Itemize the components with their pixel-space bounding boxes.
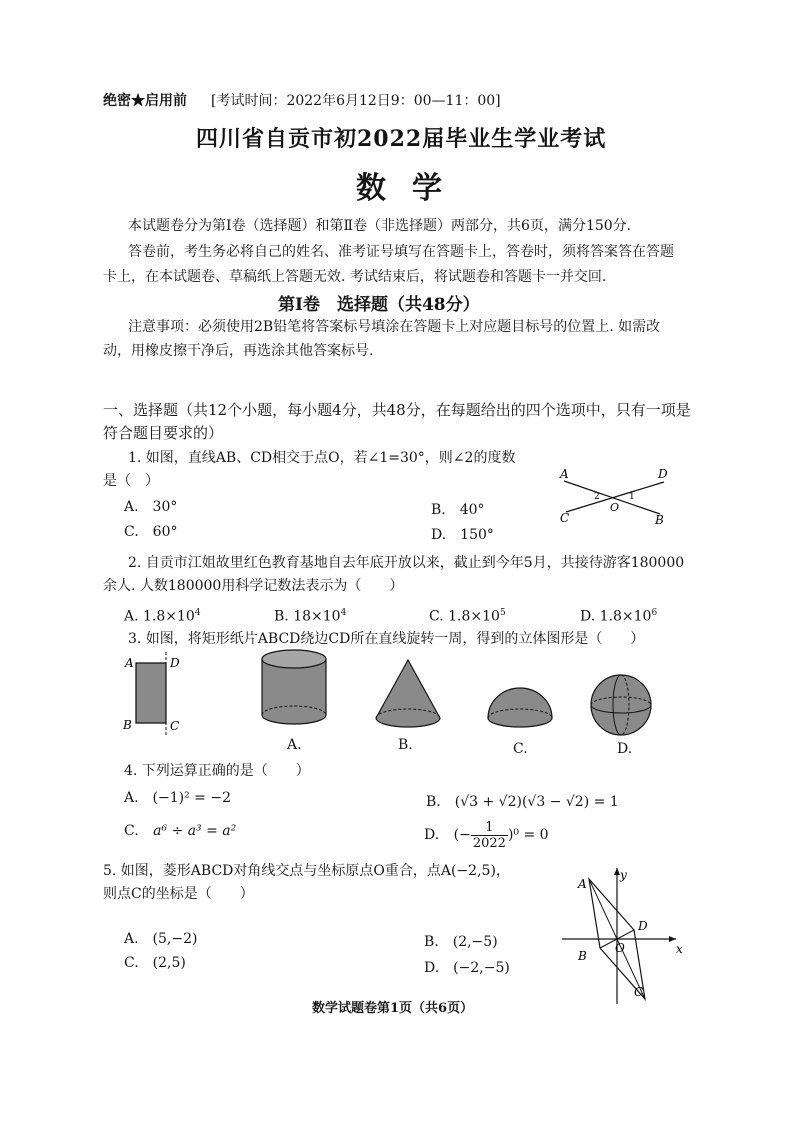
q3-option-b: B. (398, 737, 413, 753)
q2-option-c-label: C. (429, 608, 444, 625)
q5-stem-2: 则点C的坐标是（ ） (103, 886, 254, 902)
q3-label-a: A (125, 656, 134, 670)
q2-stem-2: 余人. 人数180000用科学记数法表示为（ ） (103, 578, 404, 594)
secret-label: 绝密★启用前 (103, 93, 187, 109)
q2-option-b-exp: 4 (340, 608, 347, 618)
q2-stem-1: 2. 自贡市江姐故里红色教育基地自去年底开放以来，截止到今年5月，共接待游客180000 (128, 555, 685, 571)
q4-option-c-expr: a⁶ ÷ a³ = a² (153, 823, 237, 839)
q2-option-a (124, 604, 201, 626)
part1-note-2: 动，用橡皮擦干净后，再选涂其他答案标号. (103, 343, 374, 359)
q2-option-c (429, 604, 506, 626)
q5-label-d: D (638, 919, 648, 933)
q4-option-d (424, 818, 549, 852)
cone-figure (370, 656, 446, 736)
q3-rectangle-figure (120, 650, 190, 738)
q5-label-y: y (620, 868, 627, 882)
q4-option-d-close: )⁰ = 0 (507, 827, 549, 843)
q4-option-d-denominator: 2022 (472, 835, 506, 851)
q5-label-a: A (578, 877, 587, 891)
q1-label-a: A (560, 467, 569, 481)
q2-option-d-label: D. (580, 608, 596, 625)
q5-option-b: B. (2,−5) (424, 934, 498, 950)
q5-option-c: C. (2,5) (124, 955, 186, 971)
q2-option-a-base: 1.8×10 (143, 608, 195, 625)
q4-stem: 4. 下列运算正确的是（ ） (124, 763, 310, 779)
q1-label-c: C (560, 511, 570, 525)
q3-option-c: C. (513, 741, 528, 757)
q1-label-b: B (655, 513, 664, 527)
q4-option-a: A. (−1)² = −2 (124, 790, 232, 806)
q1-angle-1-label: 1 (629, 492, 635, 502)
q4-option-c (124, 822, 236, 840)
q1-label-o: O (610, 501, 620, 514)
section1-line-1: 一、选择题（共12个小题，每小题4分，共48分，在每题给出的四个选项中，只有一项是 (103, 401, 691, 419)
exam-time: [考试时间：2022年6月12日9：00—11：00] (211, 93, 501, 109)
q5-option-d: D. (−2,−5) (424, 960, 510, 976)
q2-option-c-base: 1.8×10 (448, 608, 500, 625)
q3-option-a: A. (287, 737, 302, 753)
q4-option-d-numerator: 1 (471, 820, 508, 836)
part1-note-1: 注意事项：必须使用2B铅笔将答案标号填涂在答题卡上对应题目标号的位置上. 如需改 (128, 319, 661, 335)
q2-option-d (580, 604, 657, 626)
q5-stem-1: 5. 如图，菱形ABCD对角线交点与坐标原点O重合，点A(−2,5)， (103, 863, 510, 879)
q2-option-c-exp: 5 (499, 608, 506, 618)
q1-stem-1: 1. 如图，直线AB、CD相交于点O，若∠1=30°，则∠2的度数 (128, 450, 516, 466)
q4-option-d-open: (− (453, 827, 471, 843)
q1-stem-2: 是（ ） (103, 473, 159, 489)
part1-title: 第Ⅰ卷 选择题（共48分） (278, 295, 480, 315)
q2-option-d-base: 1.8×10 (599, 608, 652, 625)
q1-option-c: C. 60° (124, 524, 178, 540)
hemisphere-figure (484, 686, 556, 732)
page-footer: 数学试题卷第1页（共6页） (312, 1001, 474, 1016)
q4-option-c-label: C. (124, 823, 139, 839)
q5-label-o: O (615, 941, 625, 955)
q5-label-b: B (578, 949, 587, 963)
q2-option-b-base: 18×10 (293, 608, 341, 625)
q4-option-d-fraction (471, 820, 508, 851)
cylinder-figure (254, 648, 334, 728)
intro-line-1: 本试题卷分为第Ⅰ卷（选择题）和第Ⅱ卷（非选择题）两部分，共6页，满分150分. (128, 218, 632, 234)
q2-option-b-label: B. (274, 608, 289, 625)
q2-option-a-label: A. (124, 608, 139, 625)
q5-label-x: x (676, 942, 683, 956)
q2-option-a-exp: 4 (194, 608, 201, 618)
q1-option-a: A. 30° (124, 499, 178, 515)
intro-line-2: 答卷前，考生务必将自己的姓名、准考证号填写在答题卡上，答卷时，须将答案答在答题 (128, 244, 674, 260)
q4-option-d-label: D. (424, 827, 440, 843)
q5-rhombus-coordinate-figure (560, 860, 690, 1010)
section1-line-2: 符合题目要求的） (103, 424, 224, 442)
q3-option-d: D. (617, 741, 633, 757)
q3-stem: 3. 如图，将矩形纸片ABCD绕边CD所在直线旋转一周，得到的立体图形是（ ） (128, 631, 645, 647)
subject-title: 数学 (356, 171, 468, 206)
sphere-figure (585, 672, 657, 738)
q5-option-a: A. (5,−2) (124, 931, 198, 947)
q2-option-b (274, 604, 346, 626)
q3-label-b: B (123, 718, 132, 732)
q1-intersecting-lines-figure (550, 460, 680, 530)
exam-title: 四川省自贡市初2022届毕业生学业考试 (196, 126, 607, 152)
q1-angle-2-label: 2 (594, 492, 600, 502)
intro-line-3: 卡上，在本试题卷、草稿纸上答题无效. 考试结束后，将试题卷和答题卡一并交回. (103, 269, 607, 285)
q3-label-d: D (170, 656, 180, 670)
q4-option-b: B. (√3 + √2)(√3 − √2) = 1 (426, 794, 619, 810)
q1-option-d: D. 150° (431, 527, 494, 543)
q3-label-c: C (170, 719, 180, 733)
rectangle-abcd (136, 663, 166, 723)
q2-option-d-exp: 6 (651, 608, 658, 618)
q1-option-b: B. 40° (431, 502, 485, 518)
q1-label-d: D (658, 467, 668, 481)
q5-label-c: C (634, 985, 644, 999)
